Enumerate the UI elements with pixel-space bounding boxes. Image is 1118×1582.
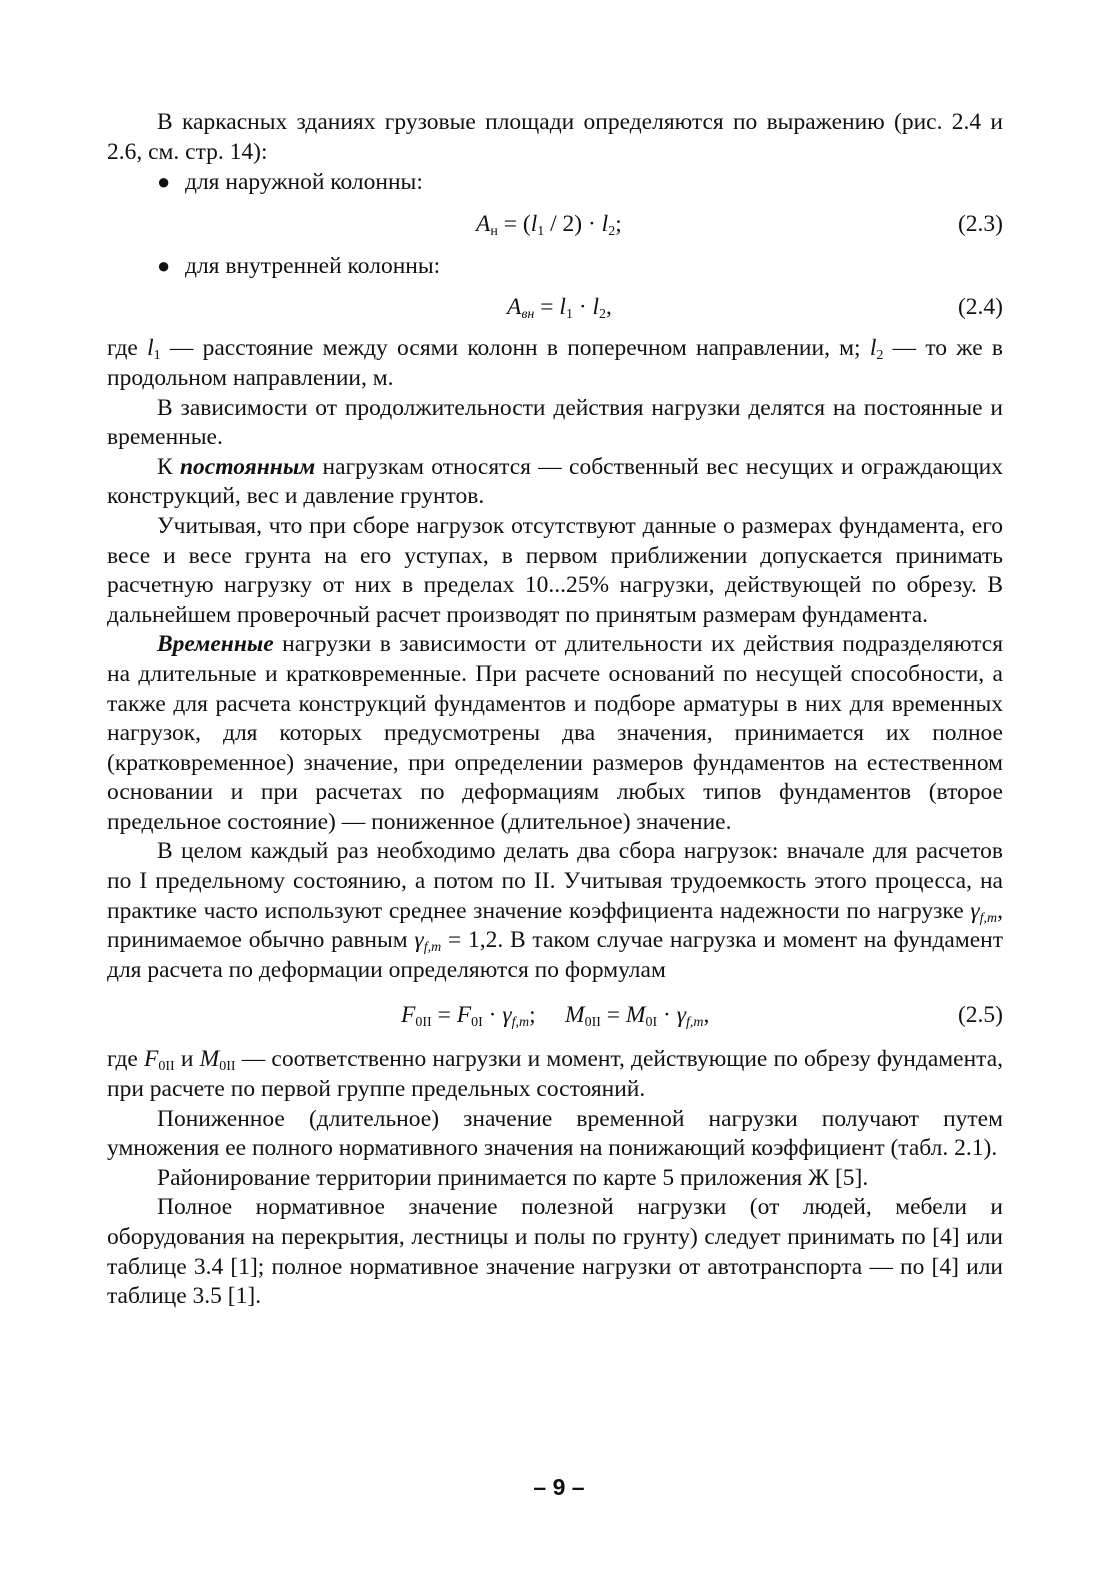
formula-number: (2.5) [957, 1002, 1003, 1029]
paragraph-permanent-loads: К постоянным нагрузкам относятся — собственный вес несущих и ограждающих конструкций, вес и давление грунтов. [107, 453, 1003, 510]
formula-expression: $F_{0II} = F_{0I} \cdot \gamma_{f,m}$; $M_{0II} = M_{0I} \cdot \gamma_{f,m}$, [401, 1002, 710, 1031]
formula-expression: $A_{вн} = l_1 \cdot l_2$, [507, 294, 612, 323]
paragraph-reliability-factor: В целом каждый раз необходимо делать два сбора нагрузок: вначале для расчетов по I предельному состоянию, а потом по II. Учитывая трудоемкость этого процесса, на практике часто используют среднее значение коэффициента надежности по нагрузке $\gamma_{f,m}$, принимаемое обычно равным $\gamma_{f,m} = 1,2$. В таком случае нагрузка и момент на фундамент для расчета по деформации определяются по формулам [107, 838, 1003, 983]
bullet-icon: ● [157, 252, 171, 278]
paragraph-legend: где $l_1$ — расстояние между осями колонн в поперечном направлении, м; $l_2$ — то же в продольном направлении, м. [107, 335, 1003, 391]
bullet-icon: ● [157, 169, 171, 195]
paragraph-temporary-loads: Временные нагрузки в зависимости от длительности их действия подразделяются на длительные и кратковременные. При расчете оснований по несущей способности, а также для расчета конструкций фундаментов и подборе арматуры в них для временных нагрузок, для которых предусмотрены два значения, принимается их полное (кратковременное) значение, при определении размеров фундаментов на естественном основании и при расчетах по деформациям любых типов фундаментов (второе предельное состояние) — пониженное (длительное) значение. [107, 631, 1003, 835]
paragraph-load-types: В зависимости от продолжительности действия нагрузки делятся на постоянные и временные. [107, 394, 1003, 451]
document-page [107, 108, 1003, 1312]
formula-2-3 [107, 198, 1003, 251]
formula-2-5 [107, 985, 1003, 1045]
paragraph-useful-load: Полное нормативное значение полезной нагрузки (от людей, мебели и оборудования на перекрытия, лестницы и полы по грунту) следует принимать по [4] или таблице 3.4 [1]; полное нормативное значение нагрузки от автотранспорта — по [4] или таблице 3.5 [1]. [107, 1194, 1003, 1310]
list-item-text: для внутренней колонны: [185, 252, 441, 279]
paragraph-zoning: Районирование территории принимается по карте 5 приложения Ж [5]. [157, 1164, 869, 1191]
list-item [107, 251, 1003, 282]
list-item-text: для наружной колонны: [185, 169, 423, 196]
formula-number: (2.3) [957, 210, 1003, 237]
page-number: – 9 – [533, 1474, 585, 1500]
paragraph-formula-legend: где $F_{0II}$ и $M_{0II}$ — соответственно нагрузки и момент, действующие по обрезу фундамента, при расчете по первой группе предельных состояний. [107, 1046, 1004, 1103]
formula-2-4 [107, 281, 1003, 334]
list-item [107, 167, 1003, 198]
paragraph-foundation-weight: Учитывая, что при сборе нагрузок отсутствуют данные о размерах фундамента, его весе и весе грунта на его уступах, в первом приближении допускается принимать расчетную нагрузку от них в пределах 10...25% нагрузки, действующей по обрезу. В дальнейшем проверочный расчет производят по принятым размерам фундамента. [107, 512, 1003, 628]
paragraph-reduced-value: Пониженное (длительное) значение временной нагрузки получают путем умножения ее полного нормативного значения на понижающий коэффициент (табл. 2.1). [107, 1105, 1003, 1162]
paragraph-intro: В каркасных зданиях грузовые площади определяются по выражению (рис. 2.4 и 2.6, см. стр. 14): [107, 109, 1003, 165]
formula-number: (2.4) [957, 294, 1003, 321]
formula-expression: $A_н = (l_1 / 2) \cdot l_2$; [476, 210, 622, 239]
